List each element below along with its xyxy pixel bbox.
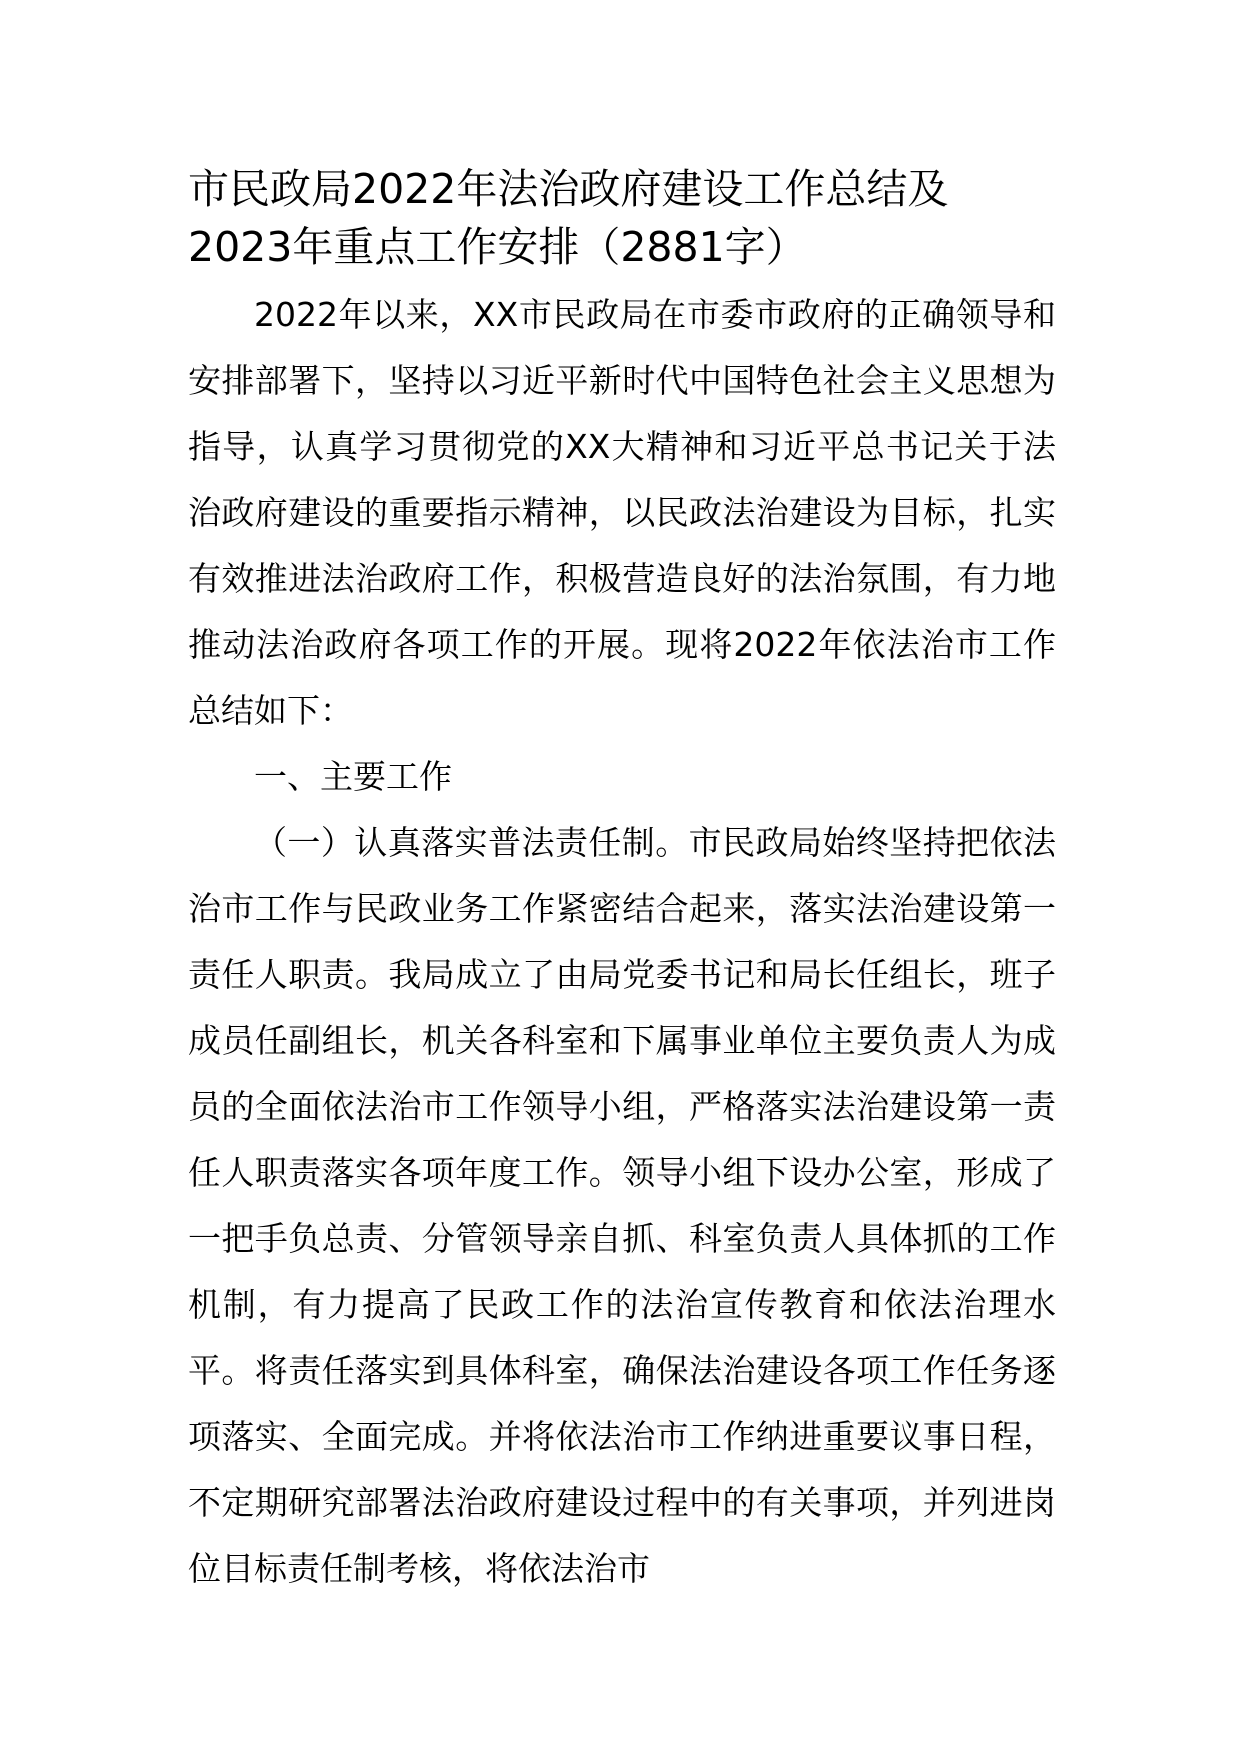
title-line-2: 2023年重点工作安排（2881字） <box>188 223 807 271</box>
section-heading-main-work: 一、主要工作 <box>254 757 452 796</box>
document-body <box>188 282 1056 1602</box>
document-title <box>188 160 1056 276</box>
paragraph-intro: 2022年以来，XX市民政局在市委市政府的正确领导和安排部署下，坚持以习近平新时代中国特色社会主义思想为指导，认真学习贯彻党的XX大精神和习近平总书记关于法治政府建设的重要指示精神，以民政法治建设为目标，扎实有效推进法治政府工作，积极营造良好的法治氛围，有力地推动法治政府各项工作的开展。现将2022年依法治市工作总结如下： <box>188 295 1056 730</box>
document-page <box>188 160 1056 1602</box>
paragraph-responsibility: （一）认真落实普法责任制。市民政局始终坚持把依法治市工作与民政业务工作紧密结合起来，落实法治建设第一责任人职责。我局成立了由局党委书记和局长任组长，班子成员任副组长，机关各科室和下属事业单位主要负责人为成员的全面依法治市工作领导小组，严格落实法治建设第一责任人职责落实各项年度工作。领导小组下设办公室，形成了一把手负总责、分管领导亲自抓、科室负责人具体抓的工作机制，有力提高了民政工作的法治宣传教育和依法治理水平。将责任落实到具体科室，确保法治建设各项工作任务逐项落实、全面完成。并将依法治市工作纳进重要议事日程，不定期研究部署法治政府建设过程中的有关事项，并列进岗位目标责任制考核，将依法治市 <box>188 823 1056 1588</box>
title-line-1: 市民政局2022年法治政府建设工作总结及 <box>188 165 949 213</box>
